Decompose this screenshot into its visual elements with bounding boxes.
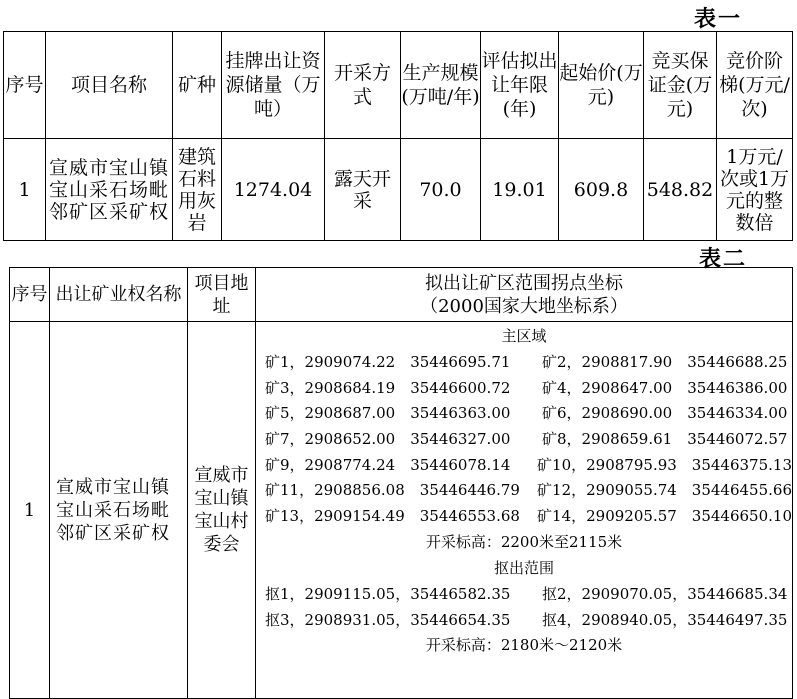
header-reserves: 挂牌出让资源储量（万吨） bbox=[222, 32, 325, 139]
mining-area-coordinates-table bbox=[9, 267, 793, 699]
header-production-scale: 生产规模(万吨/年) bbox=[401, 32, 481, 139]
table-row bbox=[4, 139, 793, 241]
coordinate-point: 矿13，2909154.49 35446553.68 bbox=[265, 507, 520, 526]
cell-project-name: 宣威市宝山镇宝山采石场毗邻矿区采矿权 bbox=[46, 139, 173, 241]
header-deposit: 竞买保证金(万元) bbox=[644, 32, 717, 139]
cell-address: 宣威市宝山镇宝山村委会 bbox=[188, 322, 256, 699]
coordinate-point: 抠4，2908940.05，35446497.35 bbox=[542, 610, 788, 629]
cell-coordinates bbox=[256, 322, 793, 699]
coordinate-point: 抠2，2909070.05，35446685.34 bbox=[542, 584, 788, 603]
coordinate-pair-row bbox=[256, 377, 792, 399]
coordinate-pair-row bbox=[256, 479, 792, 501]
cell-seq: 1 bbox=[4, 139, 46, 241]
cell-mineral: 建筑石料用灰岩 bbox=[173, 139, 222, 241]
cell-bid-increment: 1万元/次或1万元的整数倍 bbox=[717, 139, 793, 241]
coordinate-pair-row bbox=[256, 583, 792, 605]
cell-reserves: 1274.04 bbox=[222, 139, 325, 241]
coordinate-point: 矿4，2908647.00 35446386.00 bbox=[542, 378, 788, 397]
coordinate-pair-row bbox=[256, 454, 792, 476]
header-bid-increment: 竞价阶梯(万元/次) bbox=[717, 32, 793, 139]
coordinate-point: 矿5，2908687.00 35446363.00 bbox=[265, 404, 511, 423]
coordinate-point: 矿9，2908774.24 35446078.14 bbox=[265, 455, 511, 474]
header-project-name: 项目名称 bbox=[46, 32, 173, 139]
cell-term-years: 19.01 bbox=[481, 139, 559, 241]
header-mining-method: 开采方式 bbox=[325, 32, 401, 139]
dig-out-elevation: 开采标高：2180米～2120米 bbox=[425, 636, 623, 655]
coordinate-pair-row bbox=[256, 609, 792, 631]
cell-mining-method: 露天开采 bbox=[325, 139, 401, 241]
coordinate-point: 矿10，2908795.93 35446375.13 bbox=[537, 455, 792, 474]
table2-caption: 表二 bbox=[699, 246, 748, 272]
main-elevation: 开采标高：2200米至2115米 bbox=[425, 532, 623, 551]
coordinate-point: 矿11，2908856.08 35446446.79 bbox=[265, 481, 520, 500]
header-mineral: 矿种 bbox=[173, 32, 222, 139]
table-row bbox=[10, 322, 793, 699]
coordinate-point: 矿14，2909205.57 35446650.10 bbox=[537, 507, 792, 526]
header-address: 项目地址 bbox=[188, 268, 256, 322]
cell-deposit: 548.82 bbox=[644, 139, 717, 241]
header-coordinates bbox=[256, 268, 793, 322]
coordinate-pair-row bbox=[256, 505, 792, 527]
cell-production-scale: 70.0 bbox=[401, 139, 481, 241]
coordinate-point: 矿2，2908817.90 35446688.25 bbox=[542, 353, 788, 371]
auction-parameters-table bbox=[3, 31, 793, 241]
header-seq: 序号 bbox=[4, 32, 46, 139]
coordinate-pair-row bbox=[256, 351, 792, 373]
coordinate-point: 矿12，2909055.74 35446455.66 bbox=[537, 481, 792, 500]
cell-seq: 1 bbox=[10, 322, 50, 699]
coordinates-title: 拟出让矿区范围拐点坐标 bbox=[425, 272, 623, 294]
cell-right-name: 宣威市宝山镇宝山采石场毗邻矿区采矿权 bbox=[50, 322, 188, 699]
table2-header-row bbox=[10, 268, 793, 322]
dig-out-title: 抠出范围 bbox=[493, 558, 554, 577]
coordinate-point: 矿6，2908690.00 35446334.00 bbox=[542, 404, 788, 423]
main-area-title: 主区域 bbox=[501, 327, 547, 345]
cell-start-price: 609.8 bbox=[559, 139, 644, 241]
coordinates-subtitle: （2000国家大地坐标系） bbox=[420, 295, 628, 317]
header-right-name: 出让矿业权名称 bbox=[50, 268, 188, 322]
coordinate-point: 抠3，2908931.05，35446654.35 bbox=[265, 610, 511, 629]
header-start-price: 起始价(万元) bbox=[559, 32, 644, 139]
coordinate-point: 矿3，2908684.19 35446600.72 bbox=[265, 378, 511, 397]
coordinate-pair-row bbox=[256, 402, 792, 424]
header-seq: 序号 bbox=[10, 268, 50, 322]
coordinate-point: 矿7，2908652.00 35446327.00 bbox=[265, 430, 511, 449]
table1-header-row bbox=[4, 32, 793, 139]
header-term-years: 评估拟出让年限(年) bbox=[481, 32, 559, 139]
coordinate-pair-row bbox=[256, 428, 792, 450]
coordinate-point: 矿8，2908659.61 35446072.57 bbox=[542, 430, 788, 449]
table1-caption: 表一 bbox=[694, 6, 743, 32]
coordinate-point: 抠1，2909115.05，35446582.35 bbox=[265, 584, 511, 603]
coordinate-point: 矿1，2909074.22 35446695.71 bbox=[265, 353, 511, 371]
